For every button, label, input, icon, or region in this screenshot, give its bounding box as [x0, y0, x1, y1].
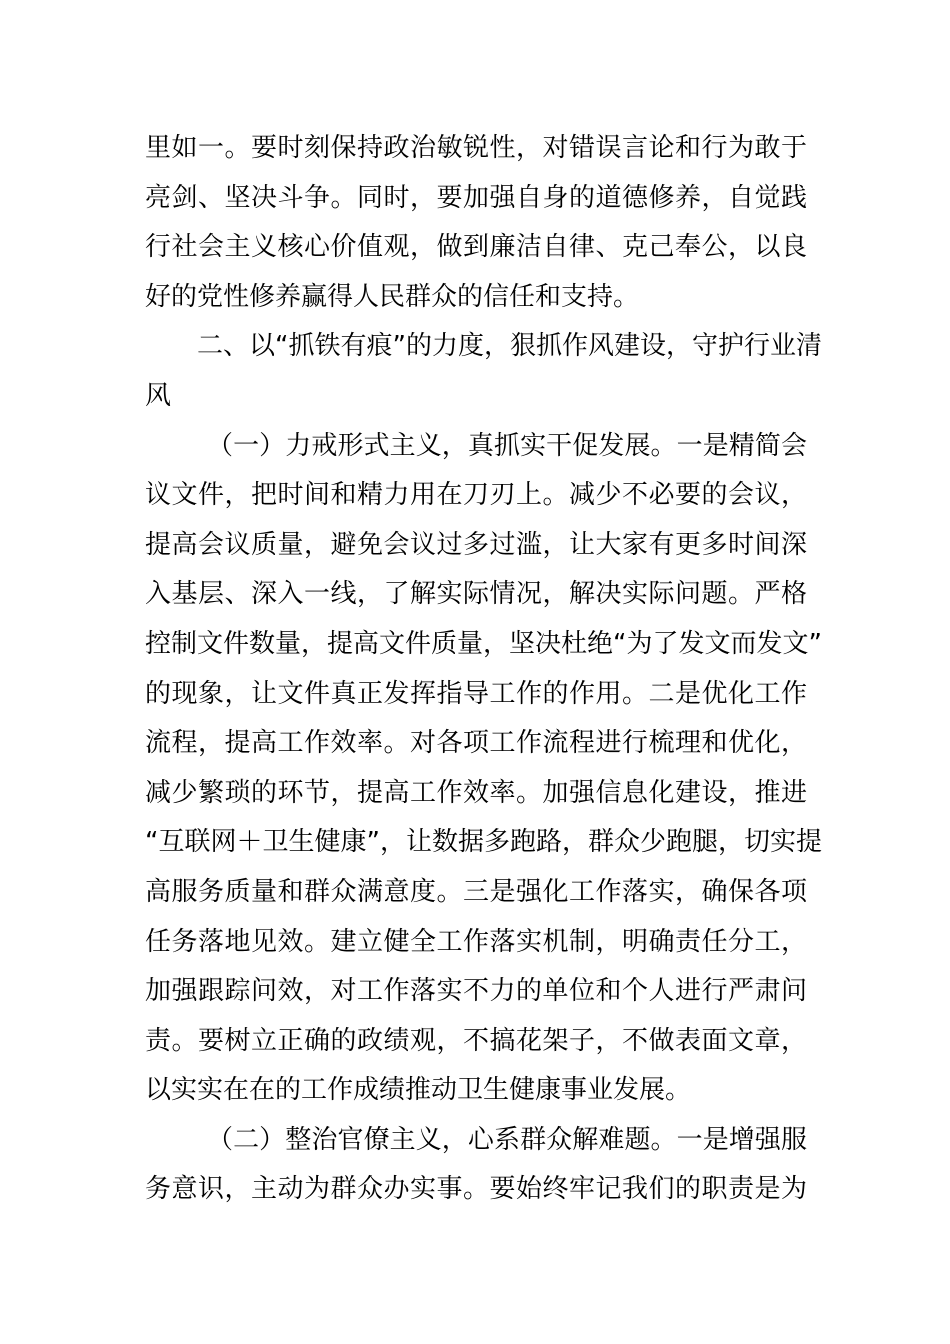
text-line: 加强跟踪问效，对工作落实不力的单位和个人进行严肃问 — [145, 976, 807, 1007]
text-line: 亮剑、坚决斗争。同时，要加强自身的道德修养，自觉践 — [145, 182, 807, 213]
text-line: 议文件，把时间和精力用在刀刃上。减少不必要的会议， — [145, 480, 807, 511]
text-line: 减少繁琐的环节，提高工作效率。加强信息化建设，推进 — [145, 777, 807, 808]
subsection-heading: （一）力戒形式主义，真抓实干促发展。一是精简会 — [207, 430, 807, 461]
text-line: 务意识，主动为群众办实事。要始终牢记我们的职责是为 — [145, 1174, 807, 1205]
text-line: 里如一。要时刻保持政治敏锐性，对错误言论和行为敢于 — [145, 133, 807, 163]
text-line: 高服务质量和群众满意度。三是强化工作落实，确保各项 — [145, 876, 807, 907]
text-line: 流程，提高工作效率。对各项工作流程进行梳理和优化， — [145, 728, 807, 759]
text-line: 任务落地见效。建立健全工作落实机制，明确责任分工， — [145, 926, 807, 957]
text-line: 入基层、深入一线，了解实际情况，解决实际问题。严格 — [145, 579, 807, 610]
text-line: 责。要树立正确的政绩观，不搞花架子，不做表面文章， — [145, 1025, 807, 1056]
text-line: 提高会议质量，避免会议过多过滥，让大家有更多时间深 — [145, 529, 807, 560]
text-line: “互联网＋卫生健康”，让数据多跑路，群众少跑腿，切实提 — [145, 827, 822, 858]
text-line: 好的党性修养赢得人民群众的信任和支持。 — [145, 281, 640, 312]
text-line: 行社会主义核心价值观，做到廉洁自律、克己奉公，以良 — [145, 232, 807, 263]
section-heading-continuation: 风 — [145, 380, 172, 411]
text-line: 的现象，让文件真正发挥指导工作的作用。二是优化工作 — [145, 678, 807, 709]
text-line: 以实实在在的工作成绩推动卫生健康事业发展。 — [145, 1075, 692, 1106]
section-heading: 二、以“抓铁有痕”的力度，狠抓作风建设，守护行业清 — [197, 331, 822, 362]
text-line: 控制文件数量，提高文件质量，坚决杜绝“为了发文而发文” — [145, 628, 822, 659]
subsection-heading: （二）整治官僚主义，心系群众解难题。一是增强服 — [207, 1124, 807, 1155]
document-body — [145, 124, 822, 1215]
